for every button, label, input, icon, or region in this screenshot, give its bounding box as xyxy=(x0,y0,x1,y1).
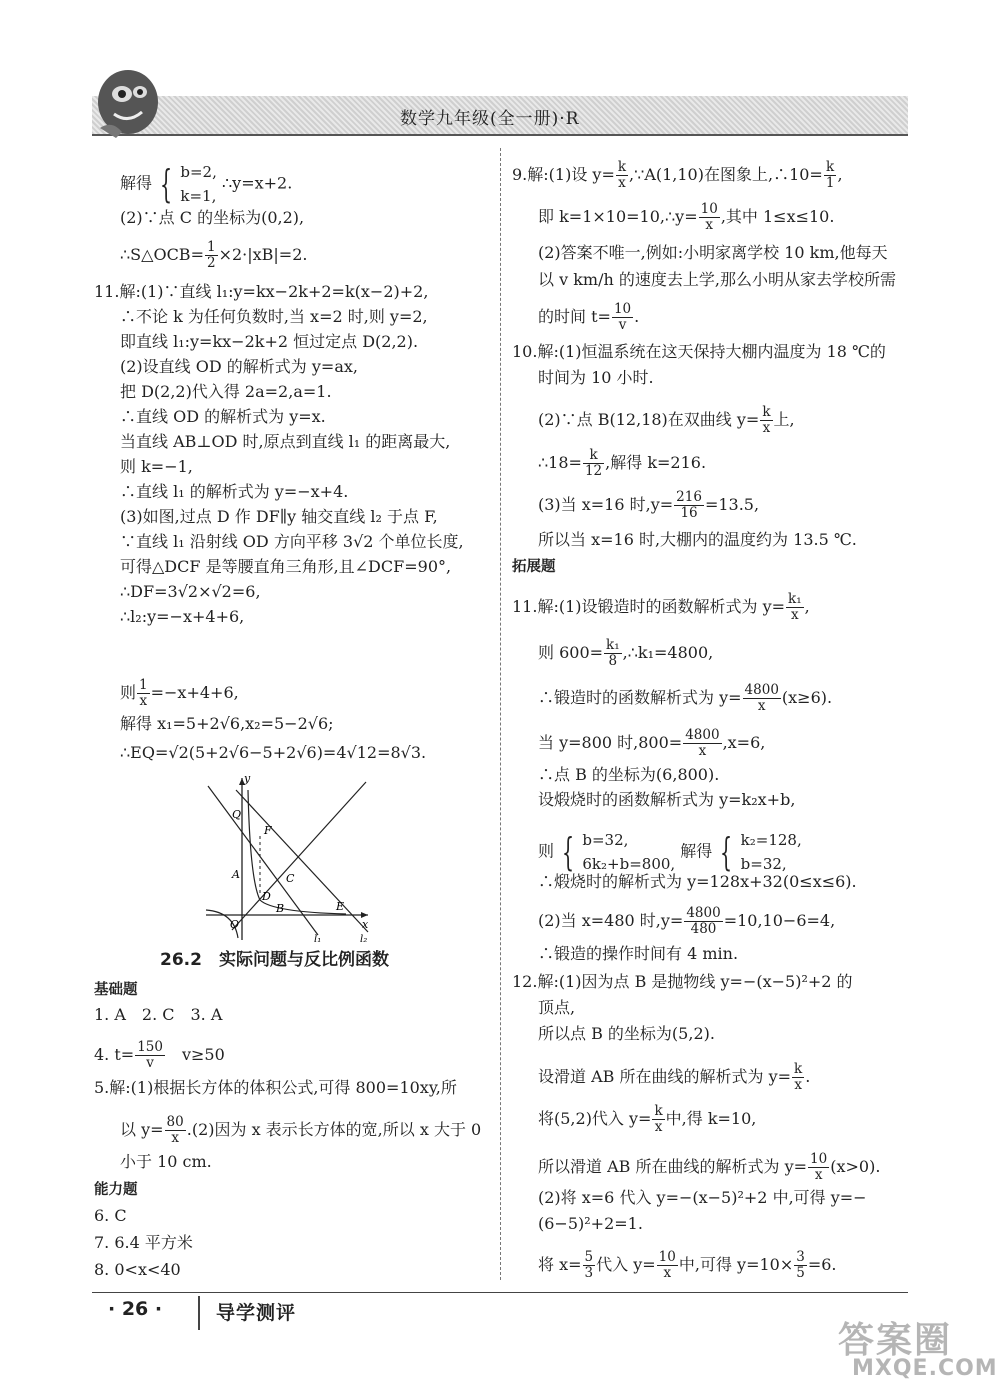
text: v≥50 xyxy=(165,1045,225,1064)
footer-rule xyxy=(92,1292,908,1293)
numerator: k xyxy=(583,448,604,464)
left-line: ∴l₂:y=−x+4+6, xyxy=(120,607,245,626)
text: 中,可得 y=10× xyxy=(678,1255,794,1274)
left-line: 8. 0<x<40 xyxy=(94,1260,181,1279)
label-o: O xyxy=(230,918,240,931)
denominator: x xyxy=(757,698,766,714)
denominator: x xyxy=(705,217,714,233)
column-divider xyxy=(500,148,501,1280)
denominator: x xyxy=(139,693,148,709)
right-line: 以 v km/h 的速度去上学,那么小明从家去学校所需 xyxy=(538,270,896,289)
text: 以 y= xyxy=(120,1120,164,1139)
text: 当 y=800 时,800= xyxy=(538,733,683,752)
text: 4. t= xyxy=(94,1045,135,1064)
watermark-logo: 答案圈 xyxy=(838,1320,953,1361)
left-line: 则 k=−1, xyxy=(120,457,193,476)
header-title: 数学九年级(全一册)·R xyxy=(400,109,580,129)
eq: b=32, xyxy=(582,831,629,849)
text: (x≥6). xyxy=(781,688,833,707)
left-line: 11.解:(1)∵直线 l₁:y=kx−2k+2=k(x−2)+2, xyxy=(94,282,429,301)
right-line xyxy=(512,592,810,623)
right-line xyxy=(538,490,759,521)
watermark-url: MXQE.COM xyxy=(852,1356,998,1381)
footer-divider xyxy=(198,1296,200,1330)
equation-system xyxy=(741,828,802,876)
right-line-systems xyxy=(538,828,802,876)
text: . xyxy=(634,307,640,326)
denominator: x xyxy=(791,607,799,623)
text: 9.解:(1)设 y= xyxy=(512,165,615,184)
denominator: v xyxy=(146,1055,154,1071)
text: 解得 xyxy=(120,173,153,193)
text: 将(5,2)代入 y= xyxy=(538,1109,652,1128)
denominator: v xyxy=(618,317,627,333)
text: 中,得 k=10, xyxy=(665,1109,757,1128)
left-line: 即直线 l₁:y=kx−2k+2 恒过定点 D(2,2). xyxy=(120,332,419,351)
label-e: E xyxy=(336,900,345,913)
text: ∴y=x+2. xyxy=(221,173,293,193)
text: 代入 y= xyxy=(596,1255,656,1274)
text: ,∵A(1,10)在图象上,∴10= xyxy=(629,165,823,184)
label-l2: l₂ xyxy=(360,934,368,945)
denominator: 12 xyxy=(584,463,603,479)
numerator: k₁ xyxy=(606,637,620,653)
right-line xyxy=(538,302,639,333)
text: 的时间 t= xyxy=(538,307,611,326)
denominator: 480 xyxy=(690,921,717,937)
left-line: ∴直线 OD 的解析式为 y=x. xyxy=(120,407,326,426)
right-line xyxy=(538,683,832,714)
fraction xyxy=(652,1104,664,1135)
text: ,x=6, xyxy=(722,733,766,752)
fraction xyxy=(743,683,781,714)
denominator: 16 xyxy=(680,505,698,521)
line-l2 xyxy=(236,790,368,932)
right-line: ∴锻造的操作时间有 4 min. xyxy=(538,944,739,963)
right-line xyxy=(538,638,713,669)
left-line: 当直线 AB⊥OD 时,原点到直线 l₁ 的距离最大, xyxy=(120,432,451,451)
label-q: Q xyxy=(232,808,242,821)
text: =10,10−6=4, xyxy=(723,911,836,930)
eq: b=32, xyxy=(740,855,787,873)
fraction xyxy=(808,1152,829,1183)
left-line: ∴EQ=√2(5+2√6−5+2√6)=4√12=8√3. xyxy=(120,743,427,762)
text: 所以滑道 AB 所在曲线的解析式为 y= xyxy=(538,1157,808,1176)
text: (3)当 x=16 时,y= xyxy=(538,495,674,514)
text: 则 xyxy=(120,683,137,702)
left-line: 5.解:(1)根据长方体的体积公式,可得 800=10xy,所 xyxy=(94,1078,457,1097)
denominator: 2 xyxy=(206,255,216,271)
fraction xyxy=(583,448,604,479)
fraction xyxy=(684,906,722,937)
right-line xyxy=(538,448,706,479)
numerator: k₁ xyxy=(788,591,802,607)
label-b: B xyxy=(276,902,285,915)
numerator: 10 xyxy=(613,301,632,317)
right-line: 所以点 B 的坐标为(5,2). xyxy=(538,1024,715,1043)
denominator: x xyxy=(794,1077,802,1093)
text: ∴18= xyxy=(538,453,582,472)
denominator: x xyxy=(171,1130,179,1146)
right-line xyxy=(538,1250,837,1281)
numerator: 4800 xyxy=(744,682,779,698)
numerator: k xyxy=(824,160,837,176)
left-line: 小于 10 cm. xyxy=(120,1152,212,1171)
left-line: ∴DF=3√2×√2=6, xyxy=(120,582,261,601)
left-line-area xyxy=(120,240,307,271)
label-x: x xyxy=(362,918,369,931)
label-y: y xyxy=(244,772,251,785)
eq: k=1, xyxy=(180,187,217,205)
numerator: 4800 xyxy=(685,727,720,743)
left-line: ∵直线 l₁ 沿射线 OD 方向平移 3√2 个单位长度, xyxy=(120,532,464,551)
fraction xyxy=(683,728,721,759)
brace: { xyxy=(720,830,733,874)
left-line: (2)∵点 C 的坐标为(0,2), xyxy=(120,208,305,227)
right-line: ∴煅烧时的解析式为 y=128x+32(0≤x≤6). xyxy=(538,872,857,891)
fraction xyxy=(699,202,720,233)
numerator: 1 xyxy=(206,239,216,255)
label-d: D xyxy=(262,890,271,903)
mascot-logo xyxy=(92,62,172,140)
numerator: 4800 xyxy=(686,905,721,921)
right-line xyxy=(538,1104,756,1135)
left-line: 7. 6.4 平方米 xyxy=(94,1233,193,1252)
text: .(2)因为 x 表示长方体的宽,所以 x 大于 0 xyxy=(186,1120,482,1139)
text: , xyxy=(804,597,810,616)
denominator: 5 xyxy=(796,1265,805,1281)
text: ,解得 k=216. xyxy=(605,453,707,472)
fraction xyxy=(604,638,622,669)
right-line: (2)将 x=6 代入 y=−(x−5)²+2 中,可得 y=− xyxy=(538,1188,867,1207)
numerator: k xyxy=(654,1103,663,1119)
eq: 6k₂+b=800, xyxy=(582,855,676,873)
page-number: · 26 · xyxy=(108,1298,163,1320)
numerator: 80 xyxy=(166,1114,184,1130)
right-line: 12.解:(1)因为点 B 是抛物线 y=−(x−5)²+2 的 xyxy=(512,972,853,991)
footer-title: 导学测评 xyxy=(216,1302,297,1324)
label-a: A xyxy=(232,868,240,881)
left-line: 可得△DCF 是等腰直角三角形,且∠DCF=90°, xyxy=(120,557,452,576)
text: ×2·|xB|=2. xyxy=(218,245,308,264)
fraction xyxy=(612,302,633,333)
label-l1: l₁ xyxy=(314,934,322,945)
right-line xyxy=(538,728,765,759)
numerator: 10 xyxy=(700,201,718,217)
text: =13.5, xyxy=(704,495,760,514)
numerator: 1 xyxy=(139,677,148,693)
right-line: 设煅烧时的函数解析式为 y=k₂x+b, xyxy=(538,790,796,809)
right-line: 所以当 x=16 时,大棚内的温度约为 13.5 ℃. xyxy=(538,530,857,549)
left-line-solve-system xyxy=(120,160,292,208)
left-line: ∴直线 l₁ 的解析式为 y=−x+4. xyxy=(120,482,349,501)
function-graph-figure xyxy=(196,770,386,946)
eq: b=2, xyxy=(180,163,217,181)
left-line: (3)如图,过点 D 作 DF∥y 轴交直线 l₂ 于点 F, xyxy=(120,507,438,526)
denominator: 3 xyxy=(584,1265,594,1281)
fraction xyxy=(794,1250,807,1281)
fraction xyxy=(674,490,704,521)
fraction xyxy=(616,160,628,191)
text: (2)当 x=480 时,y= xyxy=(538,911,684,930)
fraction xyxy=(135,1040,165,1071)
text: =6. xyxy=(807,1255,837,1274)
numerator: 216 xyxy=(676,489,702,505)
fraction xyxy=(786,592,804,623)
text: ,∴k₁=4800, xyxy=(622,643,714,662)
left-line-equation xyxy=(120,678,239,709)
left-line-answer-4 xyxy=(94,1040,225,1071)
text: (2)∵点 B(12,18)在双曲线 y= xyxy=(538,410,760,429)
denominator: x xyxy=(762,420,771,436)
section-extension: 拓展题 xyxy=(512,559,556,575)
section-basic: 基础题 xyxy=(94,982,138,998)
text: 则 xyxy=(538,841,555,861)
numerator: k xyxy=(762,404,771,420)
fraction xyxy=(824,160,837,191)
right-line: 10.解:(1)恒温系统在这天保持大棚内温度为 18 ℃的 xyxy=(512,342,886,361)
text: , xyxy=(837,165,843,184)
denominator: 8 xyxy=(608,653,618,669)
numerator: 10 xyxy=(810,1151,828,1167)
text: ∴锻造时的函数解析式为 y= xyxy=(538,688,742,707)
text: =−x+4+6, xyxy=(150,683,239,702)
numerator: 150 xyxy=(137,1039,163,1055)
right-line xyxy=(538,202,834,233)
denominator: x xyxy=(814,1167,823,1183)
text: . xyxy=(805,1067,811,1086)
left-line: (2)设直线 OD 的解析式为 y=ax, xyxy=(120,357,358,376)
equation-system xyxy=(582,828,675,876)
fraction xyxy=(657,1250,678,1281)
numerator: k xyxy=(617,159,627,175)
section-ability: 能力题 xyxy=(94,1182,138,1198)
text: (x>0). xyxy=(830,1157,881,1176)
text: 上, xyxy=(773,410,795,429)
right-line xyxy=(538,405,795,436)
fraction xyxy=(792,1062,804,1093)
fraction xyxy=(205,240,218,271)
section-title: 26.2 实际问题与反比例函数 xyxy=(160,950,389,970)
numerator: k xyxy=(794,1061,803,1077)
denominator: x xyxy=(618,175,626,191)
left-line: 把 D(2,2)代入得 2a=2,a=1. xyxy=(120,382,332,401)
eq: k₂=128, xyxy=(740,831,802,849)
text: ,其中 1≤x≤10. xyxy=(720,207,835,226)
denominator: x xyxy=(663,1265,672,1281)
text: 即 k=1×10=10,∴y= xyxy=(538,207,698,226)
brace: { xyxy=(562,830,575,874)
text: 设滑道 AB 所在曲线的解析式为 y= xyxy=(538,1067,792,1086)
right-line xyxy=(538,1062,810,1093)
right-line xyxy=(538,1152,880,1183)
fraction xyxy=(583,1250,596,1281)
denominator: x xyxy=(654,1119,663,1135)
right-line-q9 xyxy=(512,160,843,191)
equation-system xyxy=(180,160,216,208)
text: 11.解:(1)设锻造时的函数解析式为 y= xyxy=(512,597,786,616)
fraction xyxy=(165,1115,186,1146)
text: ∴S△OCB= xyxy=(120,245,204,264)
left-line: 1. A 2. C 3. A xyxy=(94,1005,223,1024)
left-line: 6. C xyxy=(94,1206,127,1225)
left-line: 解得 x₁=5+2√6,x₂=5−2√6; xyxy=(120,714,334,733)
right-line: 顶点, xyxy=(538,998,576,1017)
numerator: 5 xyxy=(584,1249,594,1265)
brace: { xyxy=(160,162,173,206)
label-f: F xyxy=(264,824,272,837)
left-line: ∴不论 k 为任何负数时,当 x=2 时,则 y=2, xyxy=(120,307,428,326)
denominator: x xyxy=(698,743,707,759)
left-line-answer-5 xyxy=(120,1115,481,1146)
right-line: ∴点 B 的坐标为(6,800). xyxy=(538,765,720,784)
numerator: 10 xyxy=(658,1249,676,1265)
right-line xyxy=(538,906,835,937)
right-line: (2)答案不唯一,例如:小明家离学校 10 km,他每天 xyxy=(538,243,888,262)
right-line: (6−5)²+2=1. xyxy=(538,1214,643,1233)
denominator: 1 xyxy=(825,175,835,191)
text: 将 x= xyxy=(538,1255,582,1274)
right-line: 时间为 10 小时. xyxy=(538,368,654,387)
fraction xyxy=(760,405,772,436)
text: 则 600= xyxy=(538,643,604,662)
text: 解得 xyxy=(680,841,713,861)
numerator: 3 xyxy=(796,1249,805,1265)
fraction xyxy=(137,678,150,709)
label-c: C xyxy=(286,872,295,885)
